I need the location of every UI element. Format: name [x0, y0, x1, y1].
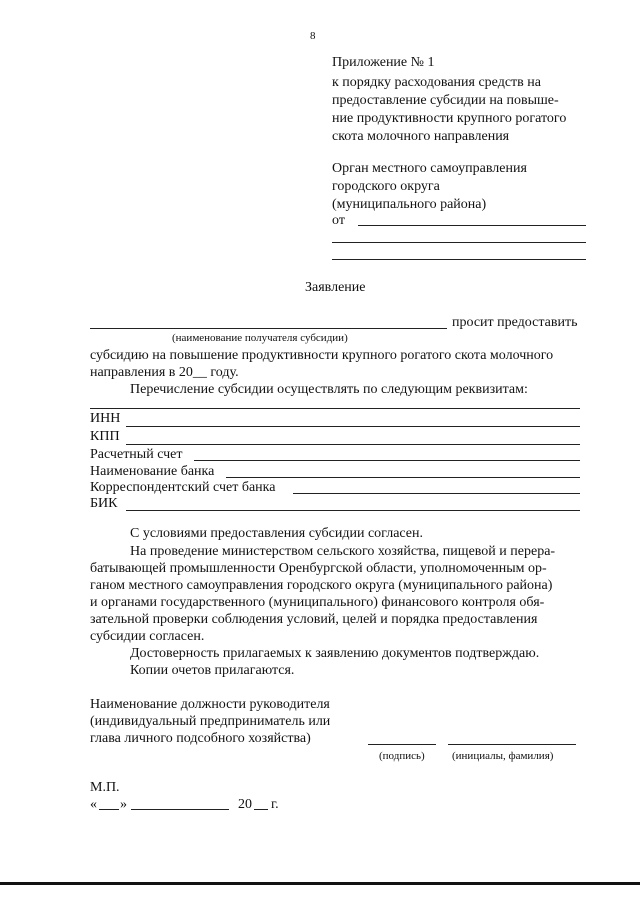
requisite-field-inn[interactable]: [126, 426, 580, 427]
date-suffix: г.: [271, 797, 279, 812]
date-open-quote: «: [90, 797, 97, 812]
signatory-line: (индивидуальный предприниматель или: [90, 714, 331, 729]
requisite-field-corr[interactable]: [293, 493, 580, 494]
from-field-line[interactable]: [358, 225, 586, 226]
requisite-label-bik: БИК: [90, 496, 118, 511]
from-field-line[interactable]: [332, 242, 586, 243]
date-close-quote: »: [120, 797, 127, 812]
consent-paragraph: субсидии согласен.: [90, 629, 205, 644]
name-field-line[interactable]: [448, 744, 576, 745]
consent-paragraph: и органами государственного (муниципального) финансового контроля обя-: [90, 595, 545, 610]
from-label: от: [332, 213, 345, 228]
requisite-field-bik[interactable]: [126, 510, 580, 511]
recipient-field-line[interactable]: [90, 328, 447, 329]
appendix-title: Приложение № 1: [332, 55, 435, 70]
appendix-line: скота молочного направления: [332, 129, 510, 144]
appendix-line: к порядку расходования средств на: [332, 75, 541, 90]
request-text: просит предоставить: [452, 315, 578, 330]
addressee-line: (муниципального района): [332, 197, 487, 212]
date-year-prefix: 20: [238, 797, 252, 812]
requisite-line[interactable]: [90, 408, 580, 409]
signature-caption: (подпись): [379, 750, 425, 762]
request-text: субсидию на повышение продуктивности крупного рогатого скота молочного: [90, 348, 554, 363]
consent-paragraph: зательной проверки соблюдения условий, целей и порядка предоставления: [90, 612, 538, 627]
requisite-field-account[interactable]: [194, 460, 580, 461]
signatory-line: Наименование должности руководителя: [90, 697, 330, 712]
request-text: направления в 20__ году.: [90, 365, 239, 380]
consent-paragraph: ганом местного самоуправления городского округа (муниципального района): [90, 578, 553, 593]
requisite-field-bank[interactable]: [226, 477, 580, 478]
requisite-label-account: Расчетный счет: [90, 447, 183, 462]
requisite-label-bank: Наименование банка: [90, 464, 215, 479]
addressee-line: Орган местного самоуправления: [332, 161, 527, 176]
consent-text: С условиями предоставления субсидии согласен.: [130, 526, 424, 541]
date-year-line[interactable]: [254, 809, 268, 810]
copies-text: Копии очетов прилагаются.: [130, 663, 295, 678]
document-heading: Заявление: [305, 280, 366, 295]
date-day-line[interactable]: [99, 809, 119, 810]
consent-paragraph: На проведение министерством сельского хозяйства, пищевой и перера-: [130, 544, 556, 559]
transfer-intro: Перечисление субсидии осуществлять по следующим реквизитам:: [130, 382, 528, 397]
signatory-line: глава личного подсобного хозяйства): [90, 731, 311, 746]
requisite-field-kpp[interactable]: [126, 444, 580, 445]
requisite-label-corr: Корреспондентский счет банка: [90, 480, 276, 495]
consent-paragraph: батывающей промышленности Оренбургской области, уполномоченным ор-: [90, 561, 547, 576]
recipient-caption: (наименование получателя субсидии): [172, 332, 348, 344]
confirm-text: Достоверность прилагаемых к заявлению документов подтверждаю.: [130, 646, 540, 661]
requisite-label-kpp: КПП: [90, 429, 120, 444]
signature-field-line[interactable]: [368, 744, 436, 745]
name-caption: (инициалы, фамилия): [452, 750, 554, 762]
stamp-label: М.П.: [90, 780, 120, 795]
requisite-label-inn: ИНН: [90, 411, 121, 426]
bottom-rule: [0, 882, 640, 885]
appendix-line: ние продуктивности крупного рогатого: [332, 111, 567, 126]
from-field-line[interactable]: [332, 259, 586, 260]
page-number: 8: [310, 30, 316, 42]
addressee-line: городского округа: [332, 179, 440, 194]
appendix-line: предоставление субсидии на повыше-: [332, 93, 559, 108]
date-month-line[interactable]: [131, 809, 229, 810]
